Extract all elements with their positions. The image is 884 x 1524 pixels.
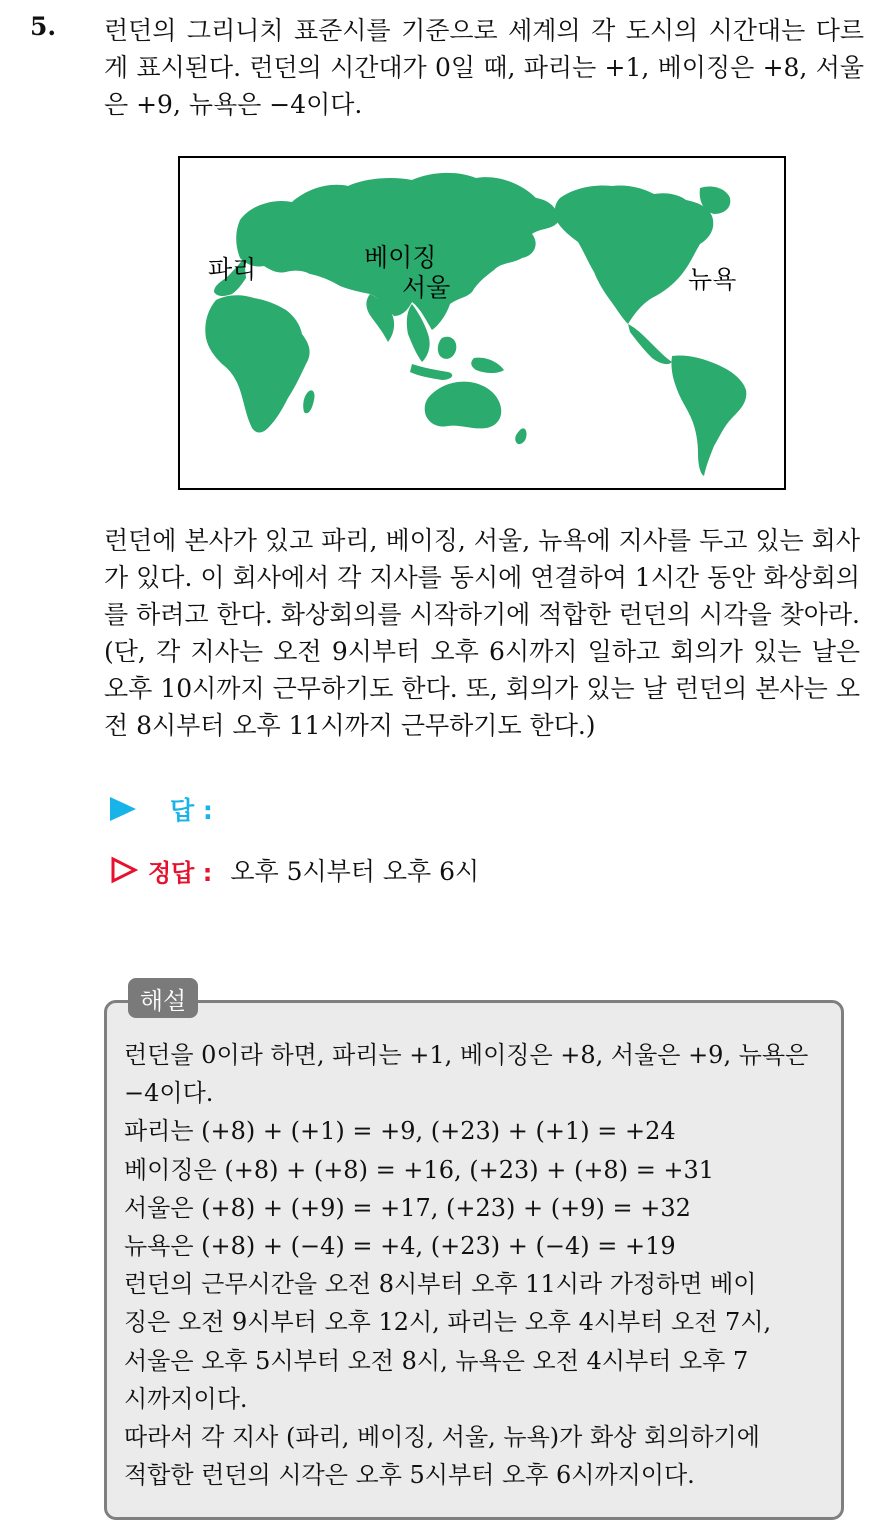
explanation-line: 런던의 근무시간을 오전 8시부터 오후 11시라 가정하면 베이 — [124, 1270, 757, 1299]
madagascar-landmass — [303, 390, 314, 413]
new-guinea-landmass — [471, 358, 504, 373]
south-america-landmass — [671, 355, 746, 476]
indonesia-landmass — [410, 364, 452, 380]
explanation-line: 따라서 각 지사 (파리, 베이징, 서울, 뉴욕)가 화상 회의하기에 — [124, 1423, 760, 1452]
central-america-landmass — [628, 324, 672, 364]
explanation-line: 파리는 (+8) + (+1) = +9, (+23) + (+1) = +24 — [124, 1117, 676, 1146]
map-label-seoul: 서울 — [402, 273, 451, 302]
explanation-line: −4이다. — [124, 1079, 214, 1108]
map-label-newyork: 뉴욕 — [688, 265, 737, 294]
play-triangle-icon — [110, 797, 136, 821]
new-zealand-landmass — [515, 428, 526, 444]
answer-label: 답 : — [170, 796, 213, 825]
correct-answer-label: 정답 : — [148, 858, 213, 887]
correct-answer-value: 오후 5시부터 오후 6시 — [230, 857, 480, 886]
explanation-line: 베이징은 (+8) + (+8) = +16, (+23) + (+8) = +31 — [124, 1155, 715, 1184]
question-stem: 런던의 그리니치 표준시를 기준으로 세계의 각 도시의 시간대는 다르게 표시된다. 런던의 시간대가 0일 때, 파리는 +1, 베이징은 +8, 서울은 +9, 뉴욕은 −4이다. — [104, 16, 864, 119]
landmass-group — [205, 173, 746, 476]
explanation-line: 시까지이다. — [124, 1384, 248, 1413]
explanation-line: 런던을 0이라 하면, 파리는 +1, 베이징은 +8, 서울은 +9, 뉴욕은 — [124, 1041, 809, 1069]
explanation-line: 적합한 런던의 시각은 오후 5시부터 오후 6시까지이다. — [124, 1461, 695, 1490]
world-map — [178, 156, 786, 490]
outline-triangle-icon — [110, 856, 138, 884]
world-map-graphic — [180, 158, 784, 488]
africa-landmass — [205, 295, 309, 432]
problem-text: 런던에 본사가 있고 파리, 베이징, 서울, 뉴욕에 지사를 두고 있는 회사가 있다. 이 회사에서 각 지사를 동시에 연결하여 1시간 동안 화상회의를 하려고 한다. 화상회의를 시작하기에 적합한 런던의 시각을 찾아라. (단, 각 지사는 오전 9시부터 오후 6시까지 일하고 회의가 있는 날은 오후 10시까지 근무하기도 한다. 또, 회의가 있는 날 런던의 본사는 오전 8시부터 오후 11시까지 근무하기도 한다.) — [104, 526, 860, 740]
north-america-landmass — [555, 185, 713, 324]
explanation-line: 뉴욕은 (+8) + (−4) = +4, (+23) + (−4) = +19 — [124, 1232, 676, 1261]
australia-landmass — [425, 382, 502, 429]
borneo-landmass — [438, 337, 456, 359]
explanation-tag: 해설 — [128, 978, 198, 1018]
map-label-paris: 파리 — [208, 255, 257, 284]
explanation-line: 서울은 오후 5시부터 오전 8시, 뉴욕은 오전 4시부터 오후 7 — [124, 1346, 749, 1375]
answer-row[interactable] — [110, 792, 213, 826]
explanation-line: 징은 오전 9시부터 오후 12시, 파리는 오후 4시부터 오전 7시, — [124, 1308, 772, 1337]
question-number: 5. — [30, 12, 57, 41]
map-label-beijing: 베이징 — [364, 243, 437, 272]
correct-answer-row — [110, 852, 479, 888]
explanation-lines — [124, 1036, 824, 1494]
explanation-line: 서울은 (+8) + (+9) = +17, (+23) + (+9) = +32 — [124, 1193, 691, 1222]
